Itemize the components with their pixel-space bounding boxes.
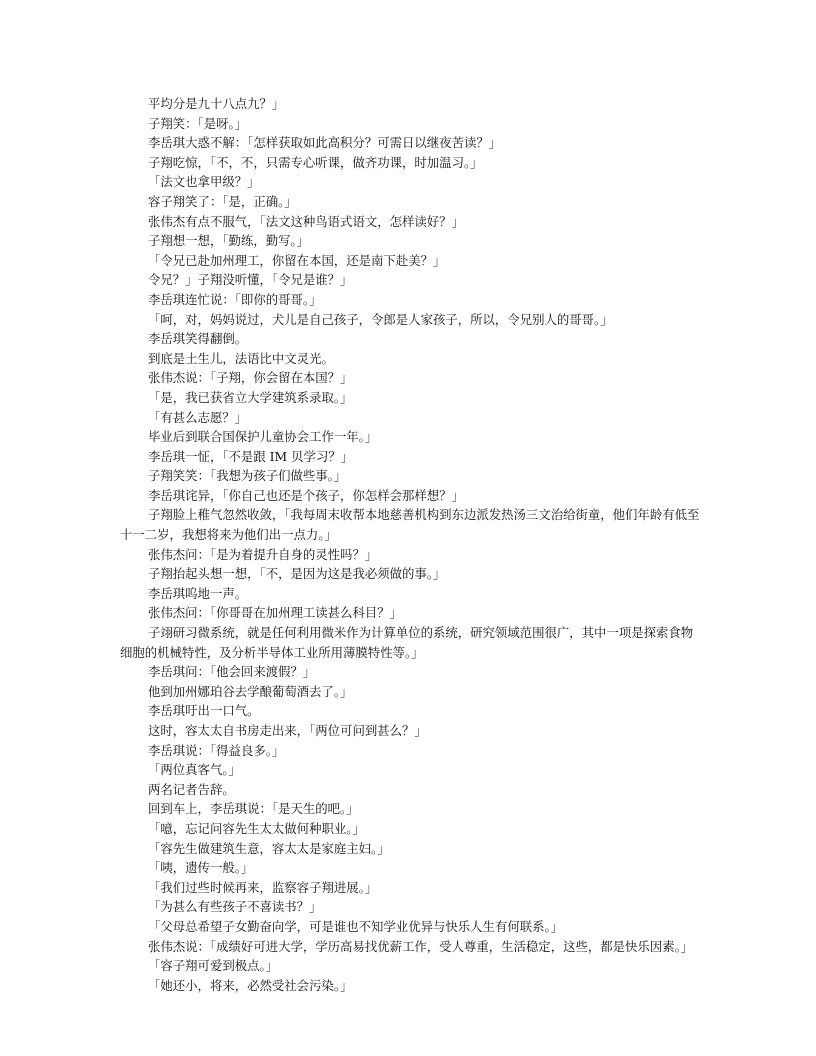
paragraph-27: 子翊研习微系统，就是任何利用微米作为计算单位的系统，研究领域范围很广，其中一项是探索食物细胞的机械特性，及分析半导体工业所用薄膜特性等。」 <box>120 625 694 660</box>
paragraph-29: 他到加州娜珀谷去学酿葡萄酒去了。」 <box>148 683 353 699</box>
paragraph-44: 「她还小，将来，必然受社会污染。」 <box>148 977 353 993</box>
document-body <box>120 94 700 995</box>
paragraph-32: 李岳琪说：「得益良多。」 <box>148 742 285 758</box>
paragraph-1: 平均分是九十八点九？」 <box>148 96 285 111</box>
paragraph-2: 子翔笑：「是呀。」 <box>148 115 248 131</box>
paragraph-26: 张伟杰问：「你哥哥在加州理工读甚么科目？」 <box>148 605 403 621</box>
paragraph-21: 李岳琪诧异，「你自己也还是个孩子，你怎样会那样想？」 <box>148 487 464 503</box>
paragraph-3: 李岳琪大惑不解：「怎样获取如此高积分？可需日以继夜苦读？」 <box>148 135 502 151</box>
paragraph-6: 容子翔笑了：「是，正确。」 <box>148 193 297 209</box>
paragraph-34: 两名记者告辞。 <box>148 781 235 797</box>
paragraph-41: 「父母总希望子女勤奋向学，可是谁也不知学业优异与快乐人生有何联系。」 <box>148 918 564 934</box>
paragraph-36: 「噫，忘记问容先生太太做何种职业。」 <box>148 820 365 836</box>
paragraph-19: 李岳琪一怔，「不是跟 IM 贝学习？」 <box>148 448 354 464</box>
paragraph-39: 「我们过些时候再来，监察容子翔进展。」 <box>148 879 378 895</box>
paragraph-37: 「容先生做建筑生意，容太太是家庭主妇。」 <box>148 840 390 856</box>
paragraph-24: 子翔抬起头想一想，「不，是因为这是我必须做的事。」 <box>148 566 446 582</box>
paragraph-28: 李岳琪问：「他会回来渡假？」 <box>148 664 316 680</box>
paragraph-4: 子翔吃惊，「不，不，只需专心听课，做齐功课，时加温习。」 <box>148 154 483 170</box>
paragraph-5: 「法文也拿甲级？」 <box>148 174 260 190</box>
paragraph-15: 张伟杰说：「子翔，你会留在本国？」 <box>148 370 353 386</box>
paragraph-22: 子翔脸上稚气忽然收敛，「我每周末收帮本地慈善机构到东边派发热汤三文治给街童，他们年龄有低至十一二岁，我想将来为他们出一点力。」 <box>120 507 700 543</box>
paragraph-11: 李岳琪连忙说：「即你的哥哥。」 <box>148 291 322 307</box>
paragraph-8: 子翔想一想，「勤练，勤写。」 <box>148 233 310 249</box>
paragraph-9: 「令兄已赴加州理工，你留在本国，还是南下赴美？」 <box>148 252 446 268</box>
paragraph-42: 张伟杰说：「成绩好可进大学，学历高易找优薪工作，受人尊重，生活稳定，这些，都是快乐因素。」 <box>148 938 694 954</box>
paragraph-12: 「呵，对，妈妈说过，犬儿是自己孩子，令郎是人家孩子，所以，令兄别人的哥哥。」 <box>148 311 613 327</box>
paragraph-31: 这时，容太太自书房走出来，「两位可问到甚么？」 <box>148 723 427 738</box>
paragraph-25: 李岳琪呜地一声。 <box>148 585 248 601</box>
paragraph-13: 李岳琪笑得翻倒。 <box>148 331 248 347</box>
paragraph-38: 「咦，遗传一般。」 <box>148 860 254 876</box>
paragraph-35: 回到车上，李岳琪说：「是天生的吧。」 <box>148 801 359 817</box>
paragraph-20: 子翔笑笑：「我想为孩子们做些事。」 <box>148 468 347 484</box>
paragraph-17: 「有甚么志愿？」 <box>148 409 248 425</box>
paragraph-23: 张伟杰问：「是为着提升自身的灵性吗？」 <box>148 546 378 562</box>
paragraph-40: 「为甚么有些孩子不喜读书？」 <box>148 899 322 915</box>
paragraph-10: 令兄？」子翔没听懂，「令兄是谁？」 <box>148 272 353 288</box>
paragraph-30: 李岳琪吁出一口气。 <box>148 703 260 719</box>
paragraph-18: 毕业后到联合国保护儿童协会工作一年。」 <box>148 429 378 445</box>
paragraph-33: 「两位真客气。」 <box>148 762 241 778</box>
paragraph-16: 「是，我已获省立大学建筑系录取。」 <box>148 389 353 405</box>
paragraph-43: 「容子翔可爱到极点。」 <box>148 958 279 974</box>
paragraph-7: 张伟杰有点不服气，「法文这种鸟语式语文，怎样读好？」 <box>148 213 464 229</box>
paragraph-14: 到底是土生儿，法语比中文灵光。 <box>148 350 334 366</box>
